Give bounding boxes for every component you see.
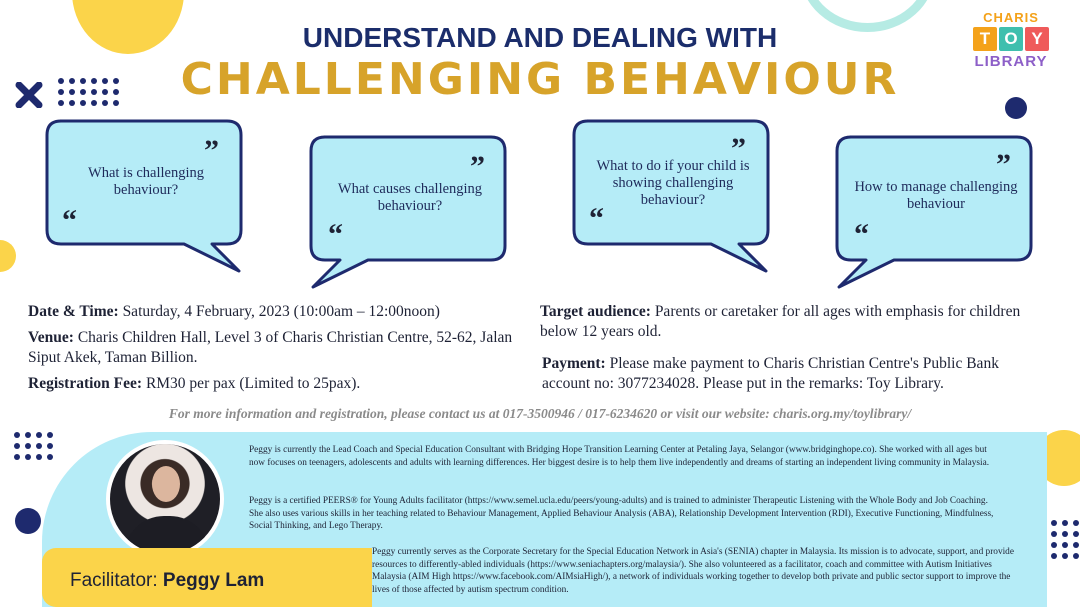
registration-fee-value: RM30 per pax (Limited to 25pax).: [145, 375, 361, 392]
logo-letter: T: [973, 27, 997, 51]
decorative-circle: [0, 240, 16, 272]
facilitator-bio-paragraph: Peggy is a certified PEERS® for Young Adults facilitator (https://www.semel.ucla.edu/peers/young-adults) and is trained to administer Therapeutic Listening with the Whole Body and Job Coaching. She also uses various skills in her teaching related to Behaviour Management, Applied Behaviour Analysis (ABA), Relationship Development Intervention (RDI), Executive Functioning, Mindfulness, Social Thinking, and Lego Therapy.: [249, 496, 994, 531]
facilitator-photo: [106, 440, 224, 558]
payment-row: [542, 354, 1042, 394]
facilitator-name: Peggy Lam: [162, 570, 265, 591]
dot-grid-decoration: [14, 432, 53, 460]
facilitator-bio-paragraph: Peggy currently serves as the Corporate Secretary for the Special Education Network in Asia's (SENIA) chapter in Malaysia. Its mission is to advocate, support, and provide resources to differently-abled individuals (https://www.seniachapters.org/malaysia/). She also volunteered as a facilitator, coach and committee with Autism Initiatives Malaysia (AIM High https://www.facebook.com/AIMsiaHigh/), a network of individuals working together to develop both private and public sector support to improve the lives of those affected by autism spectrum condition.: [372, 547, 1014, 595]
date-time-row: [28, 302, 518, 322]
date-time-label: Date & Time:: [28, 303, 119, 320]
contact-info: For more information and registration, please contact us at 017-3500946 / 017-6234620 or visit our website: charis.org.my/toylibrary/: [168, 406, 912, 421]
speech-bubble: [308, 134, 508, 292]
target-audience-value: Parents or caretaker for all ages with emphasis for children below 12 years old.: [540, 303, 1021, 340]
decorative-dot: [15, 508, 41, 534]
registration-fee-row: [28, 374, 518, 394]
speech-bubble: [834, 134, 1034, 292]
venue-value: Charis Children Hall, Level 3 of Charis Christian Centre, 52-62, Jalan Siput Akek, Taman Billion.: [28, 329, 513, 366]
payment-value: Please make payment to Charis Christian Centre's Public Bank account no: 3077234028. Please put in the remarks: Toy Library.: [542, 355, 999, 392]
photo-face: [152, 466, 180, 502]
target-audience-row: [540, 302, 1060, 342]
page-subtitle: CHALLENGING BEHAVIOUR: [180, 54, 900, 105]
payment-label: Payment:: [542, 355, 606, 372]
speech-bubble: [44, 118, 244, 276]
target-audience-label: Target audience:: [540, 303, 651, 320]
quote-mark-icon: ”: [996, 148, 1011, 181]
facilitator-label: [70, 570, 264, 592]
logo-letter: O: [999, 27, 1023, 51]
bubble-question: What causes challenging behaviour?: [337, 181, 483, 214]
registration-fee-label: Registration Fee:: [28, 375, 143, 392]
venue-label: Venue:: [28, 329, 74, 346]
facilitator-prefix: Facilitator:: [70, 570, 158, 591]
date-time-value: Saturday, 4 February, 2023 (10:00am – 12:00noon): [122, 303, 440, 320]
page-title: UNDERSTAND AND DEALING WITH: [302, 22, 778, 53]
logo-letter: Y: [1025, 27, 1049, 51]
quote-mark-icon: ”: [204, 134, 219, 167]
bubble-question: What is challenging behaviour?: [88, 165, 204, 198]
bubble-question: What to do if your child is showing challenging behaviour?: [596, 158, 750, 208]
facilitator-bio-paragraph: Peggy is currently the Lead Coach and Special Education Consultant with Bridging Hope Transition Learning Center at Petaling Jaya, Selangor (www.bridginghope.co). She worked with all ages but now focuses on teenagers, adolescents and adults with learning differences. Her biggest desire is to help them live independently and dreams of starting an independent living community in Malaysia.: [249, 445, 990, 468]
quote-mark-icon: “: [328, 218, 343, 251]
quote-mark-icon: “: [62, 204, 77, 237]
logo-top-text: CHARIS: [983, 10, 1039, 25]
quote-mark-icon: ”: [731, 132, 746, 165]
venue-row: [28, 328, 518, 368]
quote-mark-icon: “: [589, 202, 604, 235]
quote-mark-icon: ”: [470, 150, 485, 183]
speech-bubble: [571, 118, 771, 276]
bubble-question: How to manage challenging behaviour: [854, 179, 1018, 212]
logo-bottom-text: LIBRARY: [974, 53, 1048, 70]
quote-mark-icon: “: [854, 218, 869, 251]
